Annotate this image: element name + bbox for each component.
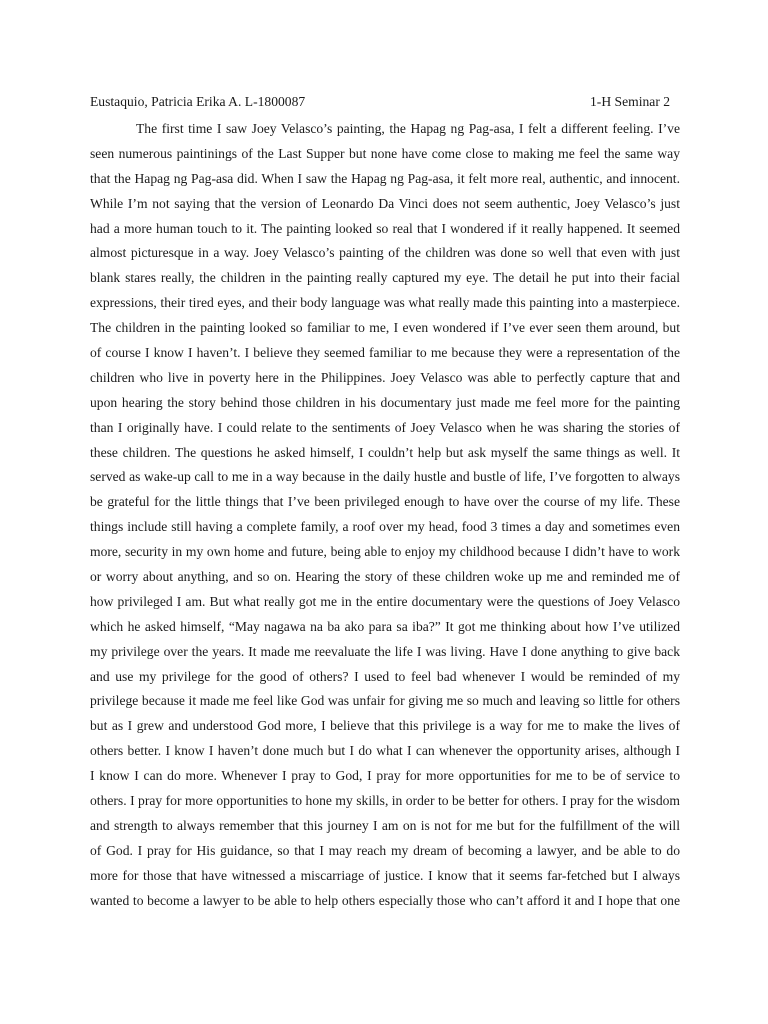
paragraph-line: of course I know I haven’t. I believe they seemed familiar to me because they were a representation of the <box>90 345 680 361</box>
paragraph-line: wanted to become a lawyer to be able to help others especially those who can’t afford it and I hope that one <box>90 892 680 908</box>
paragraph-line: that the Hapag ng Pag-asa did. When I saw the Hapag ng Pag-asa, it felt more real, authentic, and innocent. <box>90 170 680 186</box>
document-header <box>90 92 680 112</box>
paragraph-line: children who live in poverty here in the Philippines. Joey Velasco was able to perfectly capture that and <box>90 369 680 385</box>
paragraph-line: of God. I pray for His guidance, so that I may reach my dream of becoming a lawyer, and be able to do <box>90 842 680 858</box>
paragraph-line: others better. I know I haven’t done much but I do what I can whenever the opportunity arises, although I <box>90 743 680 759</box>
paragraph-line: served as wake-up call to me in a way because in the daily hustle and bustle of life, I’ve forgotten to always <box>90 469 680 485</box>
paragraph-line: While I’m not saying that the version of Leonardo Da Vinci does not seem authentic, Joey Velasco’s just <box>90 195 680 211</box>
paragraph-line: seen numerous paintinings of the Last Supper but none have come close to making me feel the same way <box>90 145 680 161</box>
paragraph-line: which he asked himself, “May nagawa na ba ako para sa iba?” It got me thinking about how I’ve utilized <box>90 618 680 634</box>
paragraph-line: blank stares really, the children in the painting really captured my eye. The detail he put into their facial <box>90 270 680 286</box>
paragraph-line: but as I grew and understood God more, I believe that this privilege is a way for me to make the lives of <box>90 718 680 734</box>
paragraph-line: and use my privilege for the good of others? I used to feel bad whenever I would be reminded of my <box>90 668 680 684</box>
paragraph-line: and strength to always remember that this journey I am on is not for me but for the fulfillment of the will <box>90 817 680 833</box>
paragraph-line: these children. The questions he asked himself, I couldn’t help but ask myself the same things as well. It <box>90 444 680 460</box>
paragraph-line: expressions, their tired eyes, and their body language was what really made this painting into a masterpiece. <box>90 295 680 311</box>
paragraph-line: more, security in my own home and future, being able to enjoy my childhood because I didn’t have to work <box>90 544 680 560</box>
essay-body <box>90 117 680 914</box>
author-id: Eustaquio, Patricia Erika A. L-1800087 <box>90 94 306 109</box>
paragraph-line: or worry about anything, and so on. Hearing the story of these children woke up me and reminded me of <box>90 569 680 585</box>
paragraph-line: The children in the painting looked so familiar to me, I even wondered if I’ve ever seen them around, but <box>90 320 680 336</box>
course-label: 1-H Seminar 2 <box>590 94 671 109</box>
paragraph-line: how privileged I am. But what really got me in the entire documentary were the questions of Joey Velasco <box>90 593 680 609</box>
paragraph-line: others. I pray for more opportunities to hone my skills, in order to be better for others. I pray for the wisdom <box>90 793 680 809</box>
paragraph-line: upon hearing the story behind those children in his documentary just made me feel more for the painting <box>90 394 680 410</box>
paragraph-line: more for those that have witnessed a miscarriage of justice. I know that it seems far-fetched but I always <box>90 867 680 883</box>
paragraph-line: The first time I saw Joey Velasco’s painting, the Hapag ng Pag-asa, I felt a different feeling. I’ve <box>136 121 680 136</box>
paragraph-line: than I originally have. I could relate to the sentiments of Joey Velasco when he was sharing the stories of <box>90 419 680 435</box>
paragraph-line: I know I can do more. Whenever I pray to God, I pray for more opportunities for me to be of service to <box>90 768 680 784</box>
paragraph-line: had a more human touch to it. The painting looked so real that I wondered if it really happened. It seemed <box>90 220 680 236</box>
paragraph-line: almost picturesque in a way. Joey Velasco’s painting of the children was done so well that even with just <box>90 245 680 261</box>
paragraph-line: things include still having a complete family, a roof over my head, food 3 times a day and sometimes even <box>90 519 680 535</box>
paragraph-line: be grateful for the little things that I’ve been privileged enough to have over the course of my life. These <box>90 494 680 510</box>
paragraph-line: privilege because it made me feel like God was unfair for giving me so much and leaving so little for others <box>90 693 680 709</box>
paragraph-line: my privilege over the years. It made me reevaluate the life I was living. Have I done anything to give back <box>90 643 680 659</box>
